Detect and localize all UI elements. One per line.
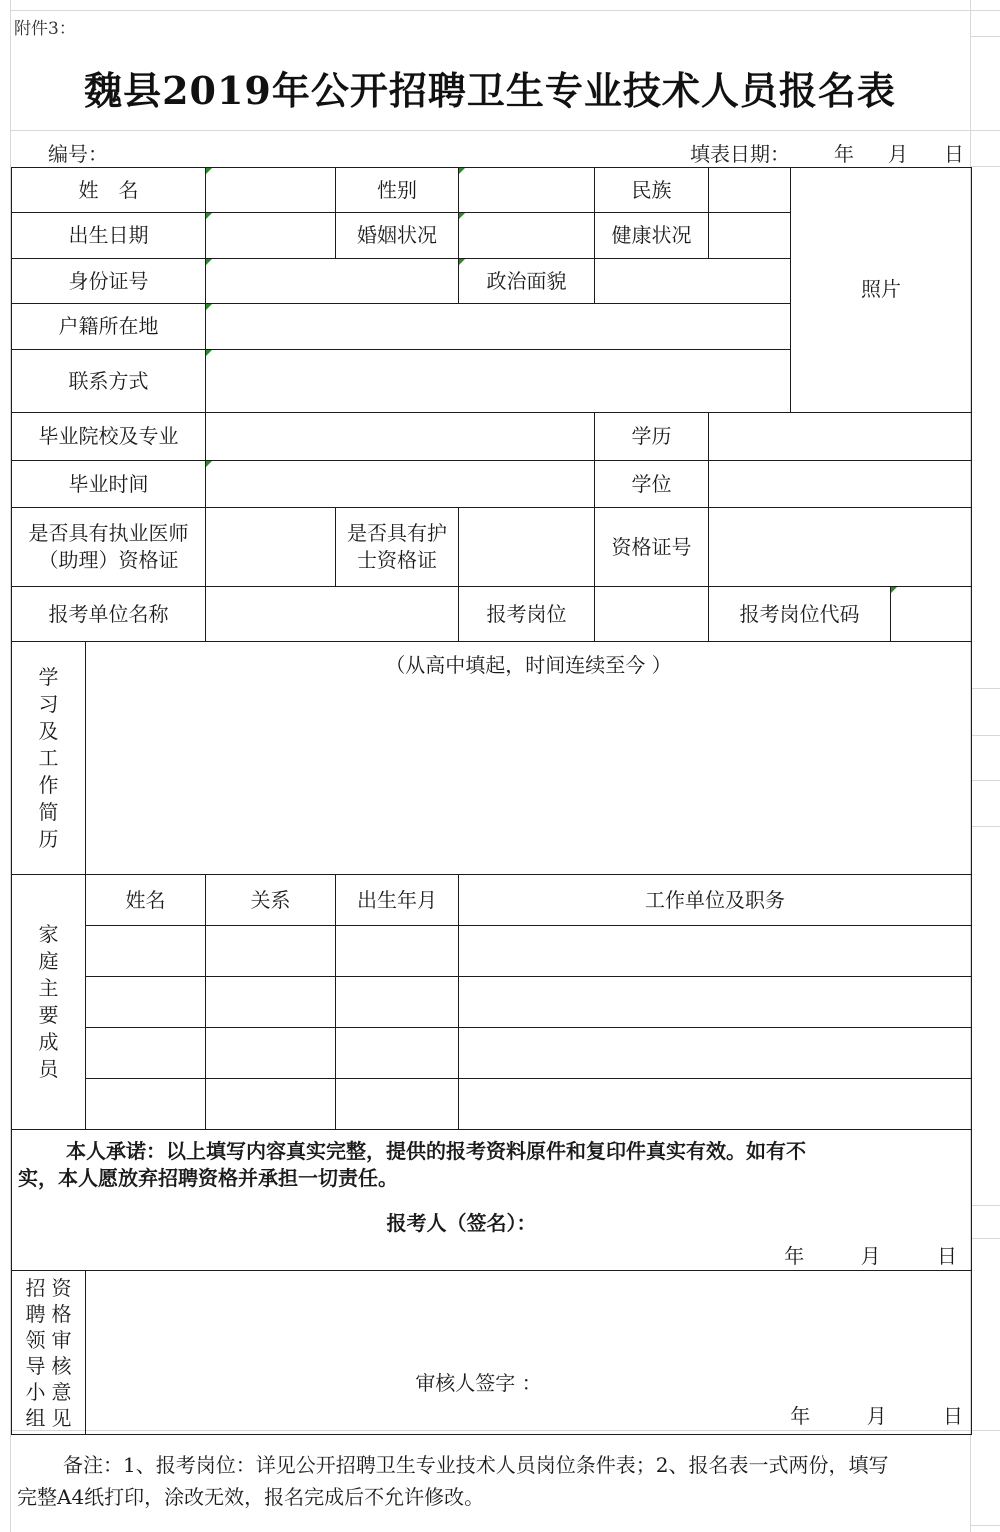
resume-label-char: 及 <box>38 718 59 743</box>
id-number-input-cell[interactable] <box>206 259 459 304</box>
resume-hint: （从高中填起，时间连续至今 ） <box>385 653 672 677</box>
family-label-char: 成 <box>38 1030 59 1054</box>
school-major-label: 毕业院校及专业 <box>12 413 206 461</box>
fill-date-label: 填表日期： <box>690 142 790 166</box>
sheet-grid-line <box>970 36 1000 37</box>
physician-cert-label <box>12 508 206 587</box>
review-label-char: 审 <box>51 1327 72 1352</box>
review-date-year: 年 <box>790 1404 811 1428</box>
fill-date-year: 年 <box>834 142 854 166</box>
photo-cell[interactable] <box>791 168 972 413</box>
family-row-3-birth[interactable] <box>336 1028 459 1079</box>
sheet-grid-line <box>10 10 1000 11</box>
health-status-input-cell[interactable] <box>709 213 791 259</box>
review-label-char: 组 <box>25 1405 46 1430</box>
resume-label-char: 作 <box>38 772 59 797</box>
pledge-line-2: 实，本人愿放弃招聘资格并承担一切责任。 <box>18 1166 398 1190</box>
family-row-1-relation[interactable] <box>206 926 336 977</box>
family-label-char: 主 <box>38 976 59 1000</box>
resume-label-char: 习 <box>38 691 59 716</box>
resume-label-char: 学 <box>38 664 59 689</box>
contact-label: 联系方式 <box>12 350 206 413</box>
position-input-cell[interactable] <box>595 587 709 642</box>
note-line-2: 完整A4纸打印，涂改无效，报名完成后不允许修改。 <box>17 1485 485 1509</box>
serial-number-label: 编号： <box>48 142 108 166</box>
sheet-grid-line <box>970 735 1000 736</box>
applicant-date-month: 月 <box>860 1244 881 1268</box>
birth-date-input-cell[interactable] <box>206 213 336 259</box>
review-label-char: 核 <box>51 1353 72 1378</box>
note-line-1: 备注：1、报考岗位：详见公开招聘卫生专业技术人员岗位条件表；2、报名表一式两份，填写 <box>63 1453 889 1477</box>
nurse-cert-line1: 是否具有护 <box>347 521 447 545</box>
family-label <box>12 875 86 1130</box>
sheet-grid-line <box>970 166 1000 167</box>
review-label-char: 见 <box>51 1405 72 1430</box>
sheet-grid-line <box>970 780 1000 781</box>
family-row-2-name[interactable] <box>86 977 206 1028</box>
family-label-char: 要 <box>38 1003 59 1027</box>
school-major-input-cell[interactable] <box>206 413 595 461</box>
family-row-1-work[interactable] <box>459 926 972 977</box>
fill-date-month: 月 <box>888 142 908 166</box>
family-header-birth: 出生年月 <box>336 875 459 926</box>
political-status-input-cell[interactable] <box>595 259 791 304</box>
family-row-4-work[interactable] <box>459 1079 972 1130</box>
family-row-1-birth[interactable] <box>336 926 459 977</box>
unit-name-label: 报考单位名称 <box>12 587 206 642</box>
marital-status-input-cell[interactable] <box>459 213 595 259</box>
family-label-char: 庭 <box>38 949 59 973</box>
family-row-4-name[interactable] <box>86 1079 206 1130</box>
applicant-date-day: 日 <box>937 1244 957 1268</box>
photo-label: 照片 <box>861 277 901 301</box>
position-code-cell <box>709 587 972 642</box>
applicant-date <box>18 1243 965 1270</box>
nurse-cert-label <box>336 508 459 587</box>
family-label-char: 员 <box>38 1057 59 1081</box>
cert-number-input-cell[interactable] <box>709 508 972 587</box>
resume-label-char: 工 <box>38 745 59 770</box>
annex-label: 附件3： <box>14 19 76 39</box>
position-code-input-cell[interactable] <box>891 587 971 641</box>
resume-label-char: 历 <box>38 826 59 851</box>
degree-label: 学位 <box>595 461 709 508</box>
fill-date-day: 日 <box>944 142 964 166</box>
review-opinion-area[interactable] <box>86 1271 972 1435</box>
family-row-1-name[interactable] <box>86 926 206 977</box>
family-row-4-birth[interactable] <box>336 1079 459 1130</box>
resume-label <box>12 642 86 875</box>
family-header-work: 工作单位及职务 <box>459 875 972 926</box>
note-section <box>11 1443 971 1519</box>
family-row-3-name[interactable] <box>86 1028 206 1079</box>
grad-time-label: 毕业时间 <box>12 461 206 508</box>
physician-cert-input-cell[interactable] <box>206 508 336 587</box>
degree-input-cell[interactable] <box>709 461 972 508</box>
id-number-label: 身份证号 <box>12 259 206 304</box>
family-row-2-relation[interactable] <box>206 977 336 1028</box>
health-status-label: 健康状况 <box>595 213 709 259</box>
review-label-char: 招 <box>25 1275 46 1300</box>
sheet-grid-line <box>970 1525 1000 1526</box>
review-label-char: 意 <box>51 1379 72 1404</box>
household-input-cell[interactable] <box>206 304 791 350</box>
family-row-3-work[interactable] <box>459 1028 972 1079</box>
cert-number-label: 资格证号 <box>595 508 709 587</box>
position-label: 报考岗位 <box>459 587 595 642</box>
family-row-2-work[interactable] <box>459 977 972 1028</box>
family-row-4-relation[interactable] <box>206 1079 336 1130</box>
name-label: 姓 名 <box>12 168 206 213</box>
education-input-cell[interactable] <box>709 413 972 461</box>
ethnicity-input-cell[interactable] <box>709 168 791 213</box>
review-date-day: 日 <box>943 1404 963 1428</box>
review-date <box>86 1403 971 1430</box>
review-label-char: 聘 <box>25 1301 46 1326</box>
applicant-signature-label: 报考人（签名）： <box>386 1211 537 1235</box>
political-status-label: 政治面貌 <box>459 259 595 304</box>
name-input-cell[interactable] <box>206 168 336 213</box>
family-row-2-birth[interactable] <box>336 977 459 1028</box>
education-label: 学历 <box>595 413 709 461</box>
birth-date-label: 出生日期 <box>12 213 206 259</box>
physician-cert-line2: （助理）资格证 <box>38 548 179 572</box>
pledge-line-1: 本人承诺：以上填写内容真实完整，提供的报考资料原件和复印件真实有效。如有不 <box>66 1139 806 1163</box>
family-row-3-relation[interactable] <box>206 1028 336 1079</box>
contact-input-cell[interactable] <box>206 350 791 413</box>
resume-input-area[interactable] <box>86 642 972 875</box>
family-header-name: 姓名 <box>86 875 206 926</box>
review-label-char: 领 <box>25 1327 46 1352</box>
sheet-grid-line <box>970 688 1000 689</box>
unit-name-input-cell[interactable] <box>206 587 459 642</box>
household-label: 户籍所在地 <box>12 304 206 350</box>
grad-time-input-cell[interactable] <box>206 461 595 508</box>
review-label-char: 小 <box>25 1379 46 1404</box>
pledge-section <box>12 1130 972 1271</box>
review-label <box>12 1271 86 1435</box>
nurse-cert-input-cell[interactable] <box>459 508 595 587</box>
sheet-grid-line <box>970 826 1000 827</box>
applicant-date-year: 年 <box>784 1244 805 1268</box>
family-label-char: 家 <box>38 922 59 946</box>
sheet-grid-line <box>970 1238 1000 1239</box>
gender-label: 性别 <box>336 168 459 213</box>
physician-cert-line1: 是否具有执业医师 <box>28 521 189 545</box>
review-label-char: 资 <box>51 1275 72 1300</box>
gender-input-cell[interactable] <box>459 168 595 213</box>
family-header-relation: 关系 <box>206 875 336 926</box>
review-label-char: 导 <box>25 1353 46 1378</box>
review-date-month: 月 <box>866 1404 887 1428</box>
registration-form <box>11 167 972 1435</box>
sheet-grid-line <box>970 1205 1000 1206</box>
ethnicity-label: 民族 <box>595 168 709 213</box>
marital-status-label: 婚姻状况 <box>336 213 459 259</box>
reviewer-signature-label: 审核人签字 ： <box>415 1371 542 1395</box>
resume-label-char: 简 <box>38 799 59 824</box>
nurse-cert-line2: 士资格证 <box>357 548 437 572</box>
page-title: 魏县2019年公开招聘卫生专业技术人员报名表 <box>84 68 896 113</box>
review-label-char: 格 <box>51 1301 72 1326</box>
sheet-grid-line <box>10 130 1000 131</box>
position-code-label: 报考岗位代码 <box>709 587 891 641</box>
